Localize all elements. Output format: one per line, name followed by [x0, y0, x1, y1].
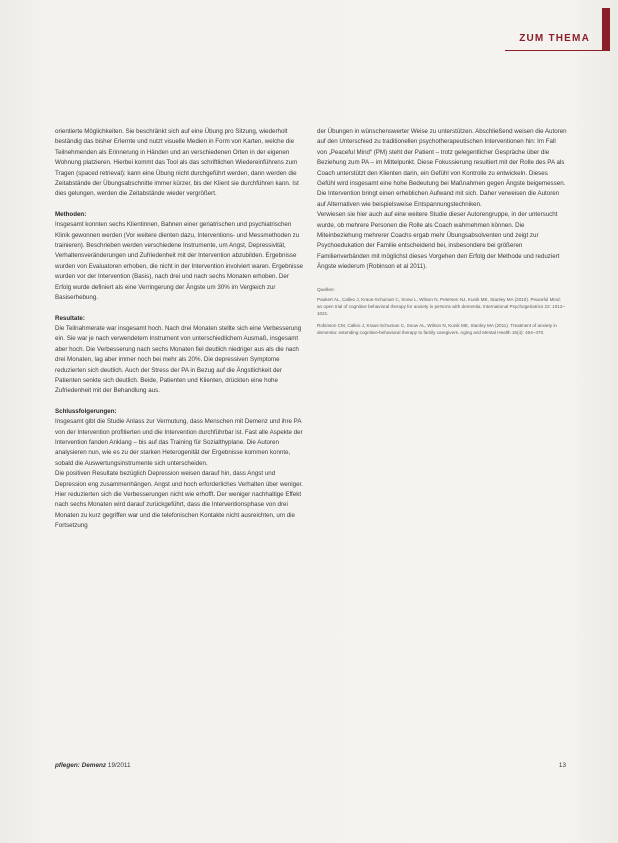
references-heading: Quellen: — [317, 287, 335, 293]
reference-item: Paukert AL, Calleo J, Kraus-Schuman C, Snow L, Wilson N, Petersen NJ, Kunik ME, Stanley MA (2010). Peaceful Mind: an open trial of cognitive behavioral therapy for anxiety in persons with dementia. International Psychogeriatrics 22: 1012–1021. — [317, 296, 565, 316]
body-paragraph: Verwiesen sie hier auch auf eine weitere Studie dieser Autorengruppe, in der untersucht wurde, ob mehrere Personen die Rolle als Coach wahrnehmen können. Die Miteinbeziehung mehrerer Coachs ergab mehr Übungsabsolventen und zeigt zur Psychoedukation der Familie entscheidend bei, insbesondere bei größeren Familienverbänden mit möglichst dieses Vorgehen den Erfolg der Methode und reduziert Ängste wiederum (Robinson et al 2011). — [317, 211, 560, 271]
methods-paragraph: Insgesamt konnten sechs Klientinnen, Bahnen einer geriatrischen und psychiatrischen Klinik gewonnen werden (Vor weitere dienten dazu, Interventions- und Messmethoden zu trainieren). Beschrieben werden verschiedene Instrumente, um Angst, Depressivität, Verhaltensveränderungen und Zufriedenheit mit der Intervention abzubilden. Ergebnisse wurden von Evaluatoren erhoben, die nicht in der Intervention involviert waren. Ergebnisse wurden vor der Intervention (Basis), nach drei und nach sechs Monaten erhoben. Der Erfolg wurde definiert als eine Verringerung der Ängste um 30% im Vergleich zur Basiserhebung. — [55, 221, 303, 302]
section-label: ZUM THEMA — [519, 33, 590, 44]
conclusions-paragraph: Insgesamt gibt die Studie Anlass zur Vermutung, dass Menschen mit Demenz und ihre PA von der Intervention profitierten und die Intervention durchführbar ist. Fast alle Aspekte der Intervention fanden Anklang – bis auf das Training für Sozialthyplane. Die Autoren analysieren nun, wie es zu der starken Heterogenität der Ergebnisse kommen konnte, sobald die Auswertungsinstrumente sich unterscheiden. — [55, 418, 303, 467]
body-paragraph: Die Intervention bringt einen erheblichen Aufwand mit sich. Daher verweisen die Autoren auf Alternativen wie beispielsweise Entspannungstechniken. — [317, 190, 560, 208]
conclusions-heading: Schlussfolgerungen: — [55, 407, 117, 415]
body-paragraph: der Übungen in wünschenswerter Weise zu unterstützen. Abschließend weisen die Autoren auf den Unterschied zu traditionellen psychotherapeutischen Interventionen hin: Im Fall von „Peaceful Mind“ (PM) steht der Patient – trotz gelegentlicher Gespräche über die Beziehung zum PA – im Mittelpunkt. Diese Fokussierung resultiert mit der Rolle des PA als Coach unterstützt den Klienten darin, ein Gefühl von Kontrolle zu entwickeln. Dieses Gefühl wird insgesamt eine hohe Bedeutung bei Maßnahmen gegen Ängste beigemessen. — [317, 128, 567, 188]
conclusions-paragraph-2: Die positiven Resultate bezüglich Depression weisen darauf hin, dass Angst und Depression eng zusammenhängen. Angst und hoch erforderliches Verhalten über weniger. Hier reduzierten sich die Verbesserungen nicht wie erhofft. Der weniger nachhaltige Effekt nach sechs Monaten wird darauf zurückgeführt, dass die Interventionsphase von drei Monaten zu kurz gegriffen war und die telefonischen Kontakte nicht ausreichten, um die Fortsetzung — [55, 470, 303, 530]
left-column — [55, 127, 305, 532]
reference-item: Robinson CM, Calleo J, Kraus-Schuman C, Snow AL, Wilson N, Kunik ME, Stanley MA (2011). Treatment of anxiety in dementia: extending cognitive-behavioral therapy to family caregivers. Aging and Mental Health 16(4): 464–470. — [317, 322, 557, 335]
header-rule — [505, 50, 610, 51]
footer-journal — [55, 762, 131, 769]
header-accent-bar — [602, 8, 610, 50]
issue-number: 19/2011 — [107, 762, 131, 769]
journal-name: pflegen: Demenz — [55, 762, 107, 769]
intro-paragraph: orientierte Möglichkeiten. Sie beschränkt sich auf eine Übung pro Sitzung, wiederholt beständig das bisher Erlernte und nutzt visuelle Medien in Form von Karten, welche die Teilnehmenden als Erinnerung in Händen und an verschiedenen Orten in der eigenen Wohnung platzieren. Hierbei kommt das Tool als das schriftlichen Wiedereinführens zum Tragen (spaced retrieval): kann eine Übung nicht durchgeführt werden, dann werden die Zeitabstände der Übungsabschnitte immer kürzer, bis der Klient sie durchführen kann. Ist dies gelungen, werden die Zeitabstände wieder vergrößert. — [55, 128, 299, 198]
results-paragraph: Die Teilnahmerate war insgesamt hoch. Nach drei Monaten stellte sich eine Verbesserung ein. Sie war je nach verwendetem Instrument von unterschiedlichem Ausmaß, insgesamt aber hoch. Die Verbesserung nach sechs Monaten fiel deutlich niedriger aus als die nach drei Monaten, lag aber immer noch bei mehr als 20%. Die depressiven Symptome reduzierten sich deutlich. Auch der Stress der PA in Bezug auf die Ängstlichkeit der Patienten senkte sich deutlich. Beide, Patienten und Klienten, drückten eine hohe Zufriedenheit mit der Behandlung aus. — [55, 324, 302, 395]
references — [317, 287, 567, 336]
methods-heading: Methoden: — [55, 210, 87, 218]
right-column — [317, 127, 567, 341]
results-heading: Resultate: — [55, 314, 85, 322]
page-number: 13 — [558, 762, 566, 769]
